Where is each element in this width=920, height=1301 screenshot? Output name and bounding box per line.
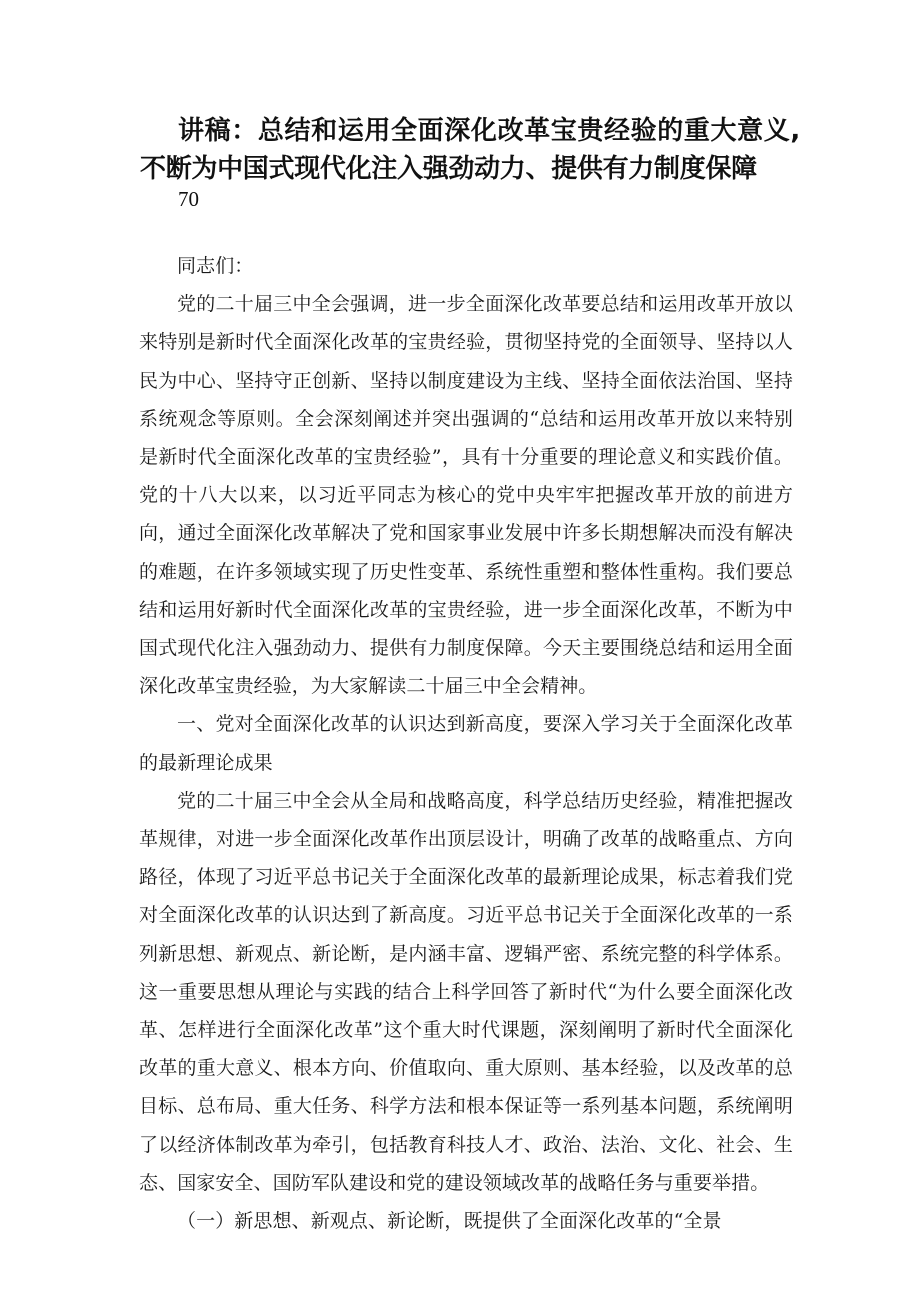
subsection-heading-1: （一）新思想、新观点、新论断，既提供了全面深化改革的“全景 (177, 1210, 722, 1233)
document-title: 讲稿：总结和运用全面深化改革宝贵经验的重大意义,不断为中国式现代化注入强劲动力、提供有力制度保障 (140, 116, 800, 184)
greeting: 同志们： (177, 255, 254, 277)
paragraph-section-1: 党的二十届三中全会从全局和战略高度，科学总结历史经验，精准把握改革规律，对进一步全面深化改革作出顶层设计，明确了改革的战略重点、方向路径，体现了习近平总书记关于全面深化改革的最新理论成果，标志着我们党对全面深化改革的认识达到了新高度。习近平总书记关于全面深化改革的一系列新思想、新观点、新论断，是内涵丰富、逻辑严密、系统完整的科学体系。这一重要思想从理论与实践的结合上科学回答了新时代“为什么要全面深化改革、怎样进行全面深化改革”这个重大时代课题，深刻阐明了新时代全面深化改革的重大意义、根本方向、价值取向、重大原则、基本经验，以及改革的总目标、总布局、重大任务、科学方法和根本保证等一系列基本问题，系统阐明了以经济体制改革为牵引，包括教育科技人才、政治、法治、文化、社会、生态、国家安全、国防军队建设和党的建设领域改革的战略任务与重要举措。 (139, 789, 793, 1194)
section-heading-1: 一、党对全面深化改革的认识达到新高度，要深入学习关于全面深化改革的最新理论成果 (139, 713, 793, 774)
document-body (139, 247, 793, 1240)
document-number: 70 (178, 187, 199, 211)
paragraph-intro: 党的二十届三中全会强调，进一步全面深化改革要总结和运用改革开放以来特别是新时代全面深化改革的宝贵经验，贯彻坚持党的全面领导、坚持以人民为中心、坚持守正创新、坚持以制度建设为主线、坚持全面依法治国、坚持系统观念等原则。全会深刻阐述并突出强调的“总结和运用改革开放以来特别是新时代全面深化改革的宝贵经验”，具有十分重要的理论意义和实践价值。党的十八大以来，以习近平同志为核心的党中央牢牢把握改革开放的前进方向，通过全面深化改革解决了党和国家事业发展中许多长期想解决而没有解决的难题，在许多领域实现了历史性变革、系统性重塑和整体性重构。我们要总结和运用好新时代全面深化改革的宝贵经验，进一步全面深化改革，不断为中国式现代化注入强劲动力、提供有力制度保障。今天主要围绕总结和运用全面深化改革宝贵经验，为大家解读二十届三中全会精神。 (139, 293, 793, 698)
